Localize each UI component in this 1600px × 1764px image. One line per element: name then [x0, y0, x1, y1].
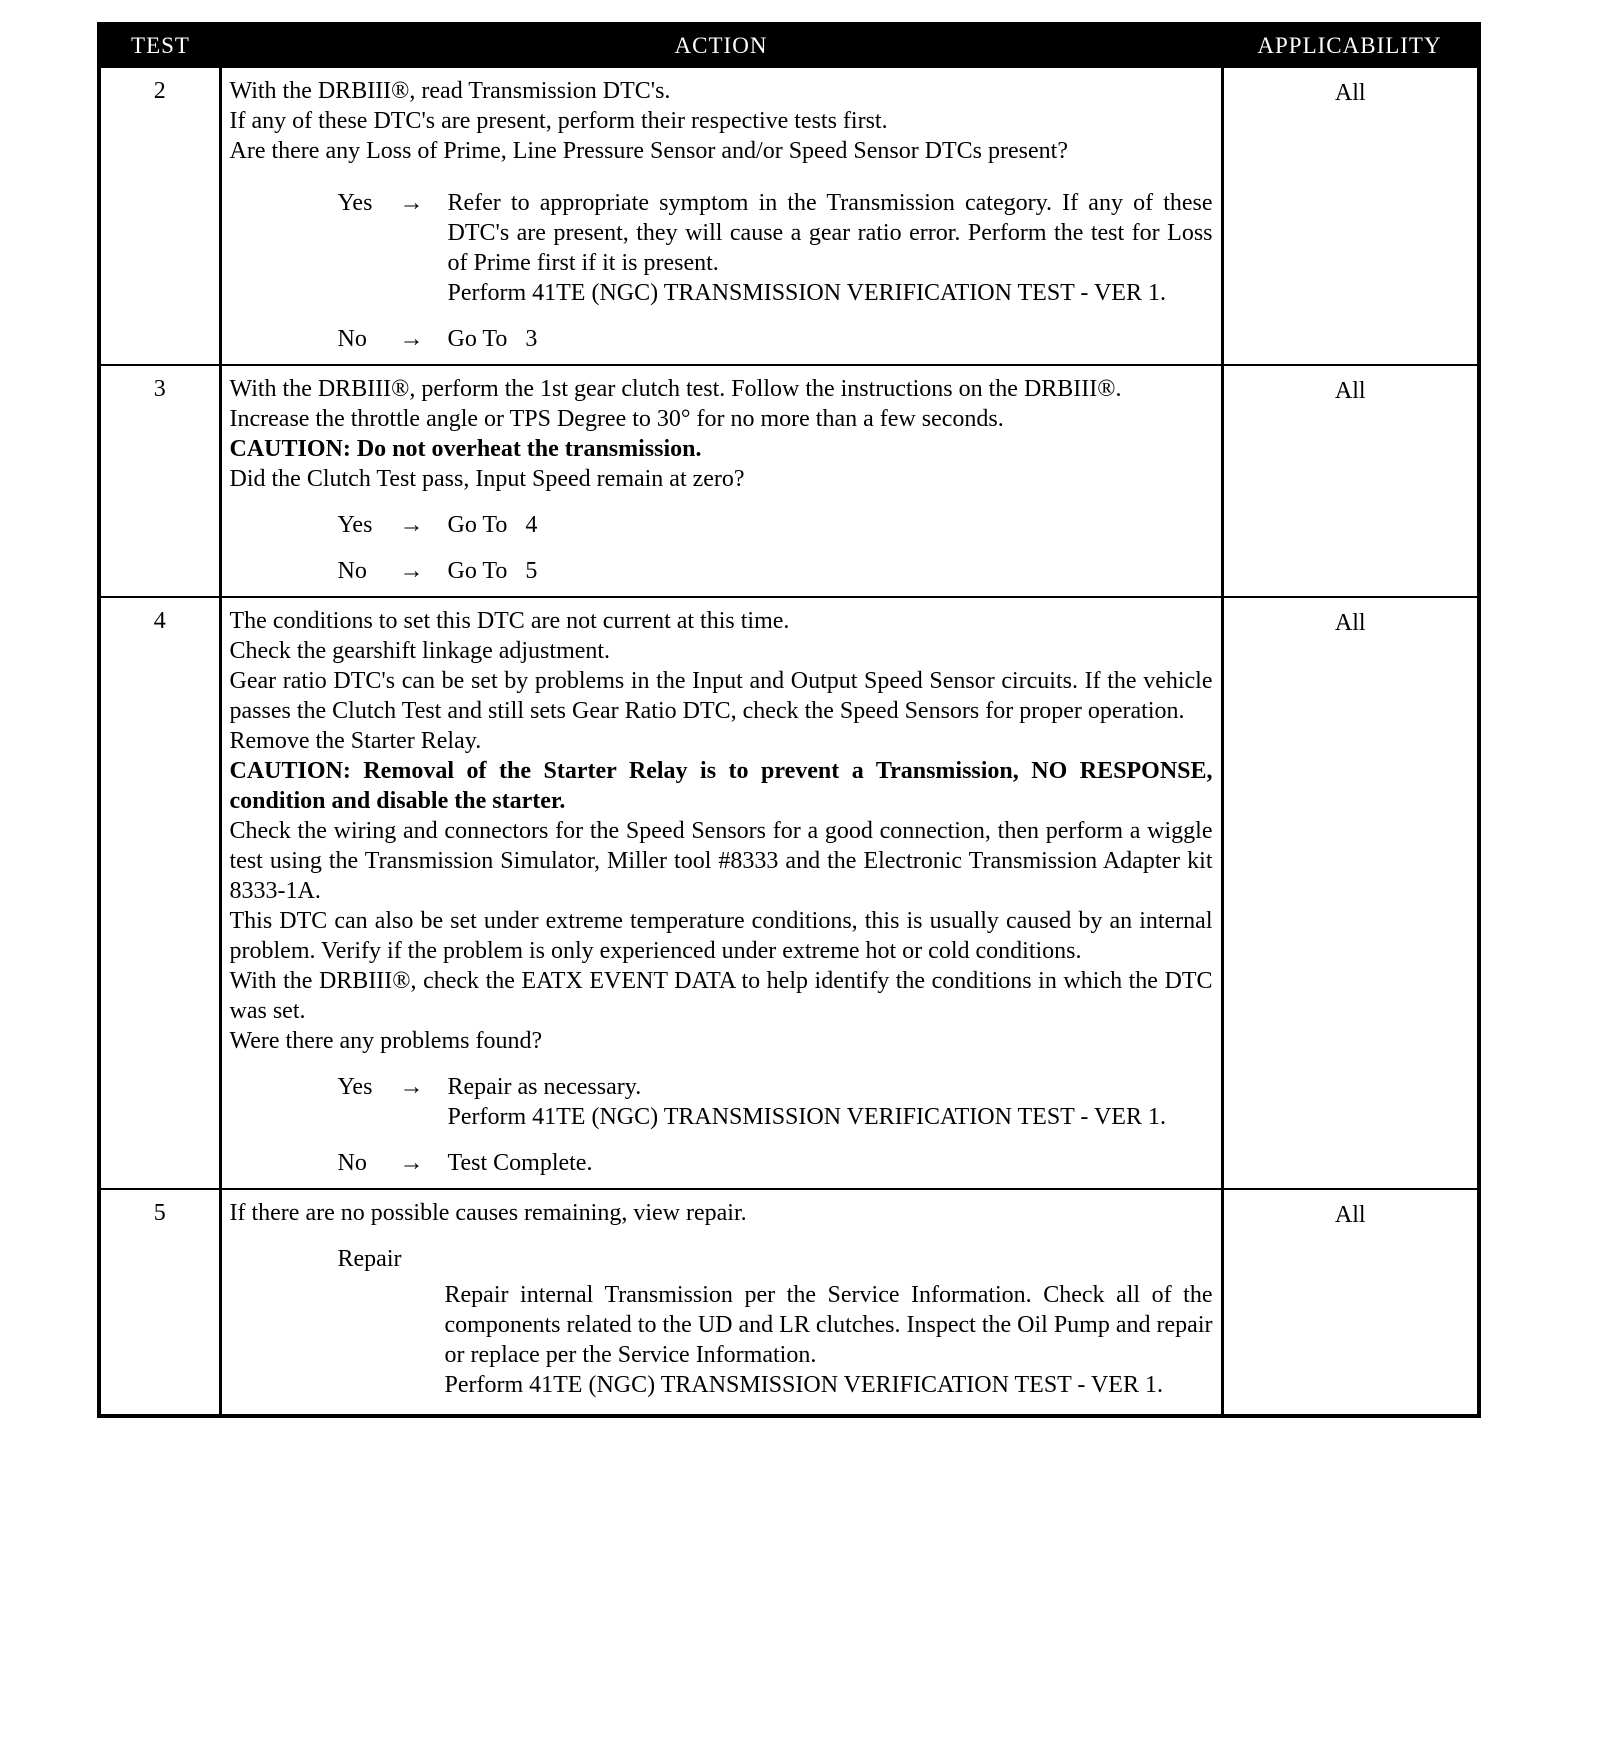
action-line: Were there any problems found? [229, 1028, 543, 1054]
action-text [230, 1198, 1213, 1228]
table-row-test-2 [99, 67, 1479, 365]
no-branch [230, 1148, 1213, 1178]
repair-line: Perform 41TE (NGC) TRANSMISSION VERIFICATION TEST - VER 1. [444, 1372, 1163, 1398]
test-number: 5 [99, 1189, 220, 1416]
action-line: Are there any Loss of Prime, Line Pressure Sensor and/or Speed Sensor DTCs present? [229, 138, 1068, 164]
repair-line: Repair internal Transmission per the Service Information. Check all of the components related to the UD and LR clutches. Inspect the Oil Pump and repair or replace per the Service Information. [444, 1282, 1213, 1368]
yes-result [448, 1072, 1213, 1132]
test-number: 3 [99, 365, 220, 597]
yes-result [448, 188, 1213, 308]
action-cell [220, 597, 1222, 1189]
yes-branch [230, 510, 1213, 540]
test-number: 4 [99, 597, 220, 1189]
caution-text: CAUTION: Do not overheat the transmission. [229, 436, 702, 462]
action-line: With the DRBIII®, check the EATX EVENT DATA to help identify the conditions in which the DTC was set. [229, 968, 1213, 1024]
applicability-value: All [1222, 365, 1479, 597]
action-cell [220, 67, 1222, 365]
action-line: Remove the Starter Relay. [229, 728, 482, 754]
applicability-value: All [1222, 67, 1479, 365]
yes-label: Yes [337, 512, 373, 538]
diagnostic-test-table [97, 22, 1481, 1418]
no-label: No [337, 558, 367, 584]
action-line: If any of these DTC's are present, perform their respective tests first. [229, 108, 888, 134]
action-line: With the DRBIII®, perform the 1st gear clutch test. Follow the instructions on the DRBIII®. [229, 376, 1122, 402]
yes-result-line: Refer to appropriate symptom in the Transmission category. If any of these DTC's are present, they will cause a gear ratio error. Perform the test for Loss of Prime first if it is present. [447, 190, 1213, 276]
action-line: This DTC can also be set under extreme temperature conditions, this is usually caused by an internal problem. Verify if the problem is only experienced under extreme hot or cold conditions. [229, 908, 1213, 964]
yes-label: Yes [337, 1074, 373, 1100]
action-line: Gear ratio DTC's can be set by problems in the Input and Output Speed Sensor circuits. If the vehicle passes the Clutch Test and still sets Gear Ratio DTC, check the Speed Sensors for proper operation. [229, 668, 1213, 724]
repair-text [230, 1280, 1213, 1400]
yes-result-line: Perform 41TE (NGC) TRANSMISSION VERIFICATION TEST - VER 1. [447, 280, 1166, 306]
yes-result: Go To 4 [447, 512, 538, 538]
no-result: Go To 3 [447, 326, 538, 352]
arrow-right-icon: → [399, 512, 424, 538]
action-line: With the DRBIII®, read Transmission DTC's. [229, 78, 671, 104]
diagnostic-table-sheet [97, 22, 1477, 1418]
arrow-right-icon: → [399, 326, 424, 352]
repair-label: Repair [337, 1246, 402, 1272]
caution-text: CAUTION: Removal of the Starter Relay is to prevent a Transmission, NO RESPONSE, condition and disable the starter. [229, 758, 1213, 814]
header-action: ACTION [220, 24, 1222, 67]
table-row-test-5 [99, 1189, 1479, 1416]
arrow-right-icon: → [399, 1150, 424, 1176]
applicability-value: All [1222, 597, 1479, 1189]
action-text [230, 374, 1213, 494]
action-line: Check the gearshift linkage adjustment. [229, 638, 611, 664]
action-line: Check the wiring and connectors for the Speed Sensors for a good connection, then perform a wiggle test using the Transmission Simulator, Miller tool #8333 and the Electronic Transmission Adapter kit 8333-1A. [229, 818, 1213, 904]
yes-result-line: Repair as necessary. [447, 1074, 642, 1100]
header-applicability: APPLICABILITY [1222, 24, 1479, 67]
table-header-row [99, 24, 1479, 67]
action-line: The conditions to set this DTC are not current at this time. [229, 608, 790, 634]
arrow-right-icon: → [399, 190, 424, 216]
table-row-test-3 [99, 365, 1479, 597]
no-result: Test Complete. [447, 1150, 593, 1176]
no-result: Go To 5 [447, 558, 538, 584]
action-line: Increase the throttle angle or TPS Degree to 30° for no more than a few seconds. [229, 406, 1004, 432]
yes-branch [230, 1072, 1213, 1132]
yes-result-line: Perform 41TE (NGC) TRANSMISSION VERIFICATION TEST - VER 1. [447, 1104, 1166, 1130]
no-label: No [337, 1150, 367, 1176]
action-text [230, 606, 1213, 1056]
yes-label: Yes [337, 190, 373, 216]
arrow-right-icon: → [399, 1074, 424, 1100]
no-branch [230, 556, 1213, 586]
action-line: Did the Clutch Test pass, Input Speed remain at zero? [229, 466, 745, 492]
test-number: 2 [99, 67, 220, 365]
no-label: No [337, 326, 367, 352]
arrow-right-icon: → [399, 558, 424, 584]
header-test: TEST [99, 24, 220, 67]
table-row-test-4 [99, 597, 1479, 1189]
yes-branch [230, 188, 1213, 308]
action-line: If there are no possible causes remaining, view repair. [229, 1200, 747, 1226]
no-branch [230, 324, 1213, 354]
action-cell [220, 365, 1222, 597]
action-cell [220, 1189, 1222, 1416]
action-text [230, 76, 1213, 166]
applicability-value: All [1222, 1189, 1479, 1416]
